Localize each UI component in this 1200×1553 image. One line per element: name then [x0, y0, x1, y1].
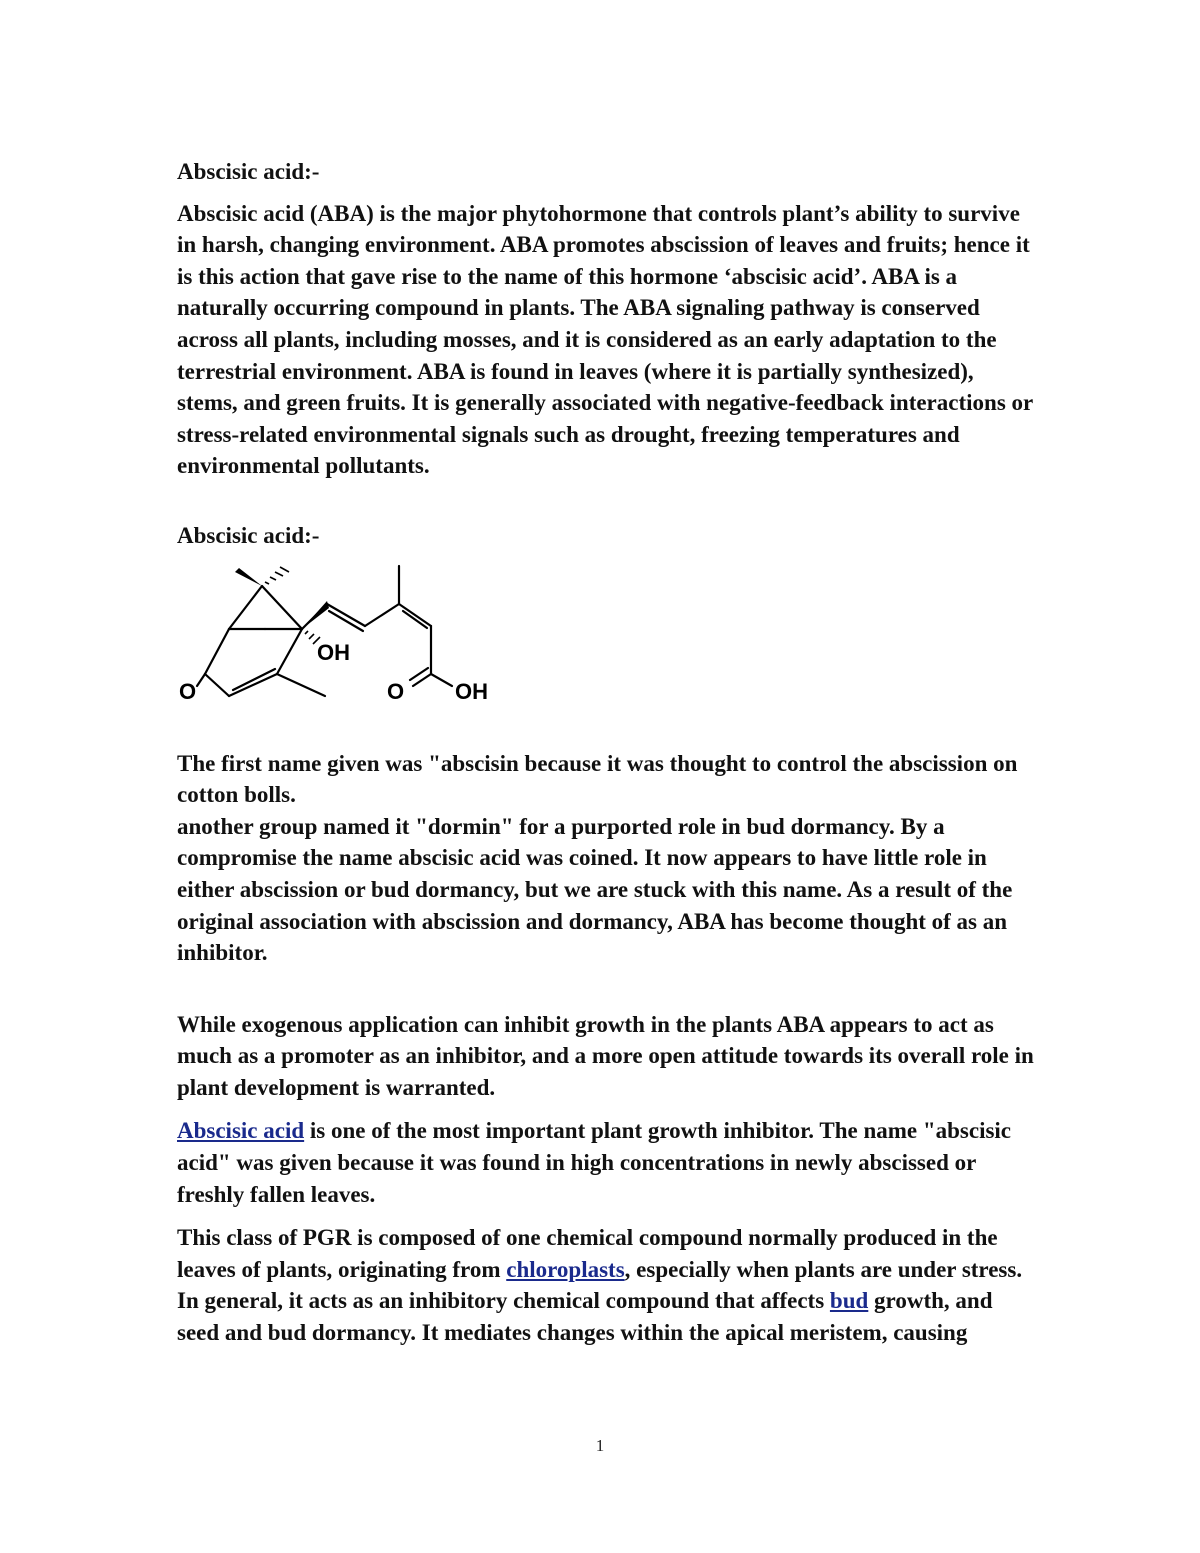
bond: [431, 674, 452, 686]
bond: [233, 669, 275, 690]
paragraph-growth-inhibitor-text: is one of the most important plant growth inhibitor. The name "abscisic acid" was given because it was found in high concentrations in newly abscissed or freshly fallen leaves.: [177, 1118, 1012, 1207]
section-heading-1: Abscisic acid:-: [177, 159, 320, 184]
bond: [229, 586, 262, 629]
carboxyl-hydroxyl-label: OH: [455, 678, 488, 704]
bond: [262, 586, 302, 629]
paragraph-abscisin-name: The first name given was "abscisin because it was thought to control the abscission on cotton bolls.: [177, 750, 1018, 808]
abscisic-acid-structure-diagram: [177, 564, 507, 722]
paragraph-pgr-class: [177, 1222, 1037, 1348]
paragraph-growth-inhibitor: [177, 1115, 1037, 1210]
wedge-bond: [302, 601, 329, 629]
paragraph-pgr-class-text-1: This class of PGR is composed of one chemical compound normally produced in the leaves of plants, originating from: [177, 1225, 998, 1282]
bud-link[interactable]: bud: [829, 1288, 869, 1314]
paragraph-exogenous-application: While exogenous application can inhibit growth in the plants ABA appears to act as much as a promoter as an inhibitor, and a more open attitude towards its overall role in plant development is warranted.: [177, 1011, 1034, 1100]
chloroplasts-link[interactable]: chloroplasts: [506, 1256, 625, 1282]
document-body: [177, 156, 1037, 1349]
bond: [229, 674, 277, 696]
bond: [327, 604, 365, 626]
bond: [365, 604, 399, 626]
page-number: 1: [595, 1436, 605, 1455]
bond: [277, 629, 302, 674]
bond: [197, 674, 205, 686]
paragraph-dormin-name: another group named it "dormin" for a purported role in bud dormancy. By a compromise the name abscisic acid was coined. It now appears to have little role in either abscission or bud dormancy, but we are stuck with this name. As a result of the original association with abscission and dormancy, ABA has become thought of as an inhibitor.: [177, 813, 1013, 966]
paragraph-aba-overview: Abscisic acid (ABA) is the major phytohormone that controls plant’s ability to survive in harsh, changing environment. ABA promotes abscission of leaves and fruits; hence it is this action that gave rise to the name of this hormone ‘abscisic acid’. ABA is a naturally occurring compound in plants. The ABA signaling pathway is conserved across all plants, including mosses, and it is considered as an early adaptation to the terrestrial environment. ABA is found in leaves (where it is partially synthesized), stems, and green fruits. It is generally associated with negative-feedback interactions or stress-related environmental signals such as drought, freezing temperatures and environmental pollutants.: [177, 200, 1033, 479]
paragraph-pgr-class-text-3: growth, and seed and bud dormancy. It mediates changes within the apical meristem, causing: [177, 1288, 993, 1346]
paragraph-pgr-class-text-2: , especially when plants are under stress. In general, it acts as an inhibitory chemical compound that affects: [177, 1256, 1023, 1314]
bond: [277, 674, 325, 696]
hashed-bond: [265, 567, 289, 584]
bond: [399, 604, 431, 626]
wedge-bond: [235, 568, 262, 586]
ketone-oxygen-label: O: [179, 678, 197, 704]
hydroxyl-label: OH: [317, 639, 350, 665]
carboxyl-oxygen-label: O: [387, 678, 405, 704]
bond: [205, 674, 229, 696]
section-heading-2: Abscisic acid:-: [177, 522, 320, 548]
bond: [205, 629, 229, 674]
abscisic-acid-link[interactable]: Abscisic acid: [177, 1118, 305, 1144]
